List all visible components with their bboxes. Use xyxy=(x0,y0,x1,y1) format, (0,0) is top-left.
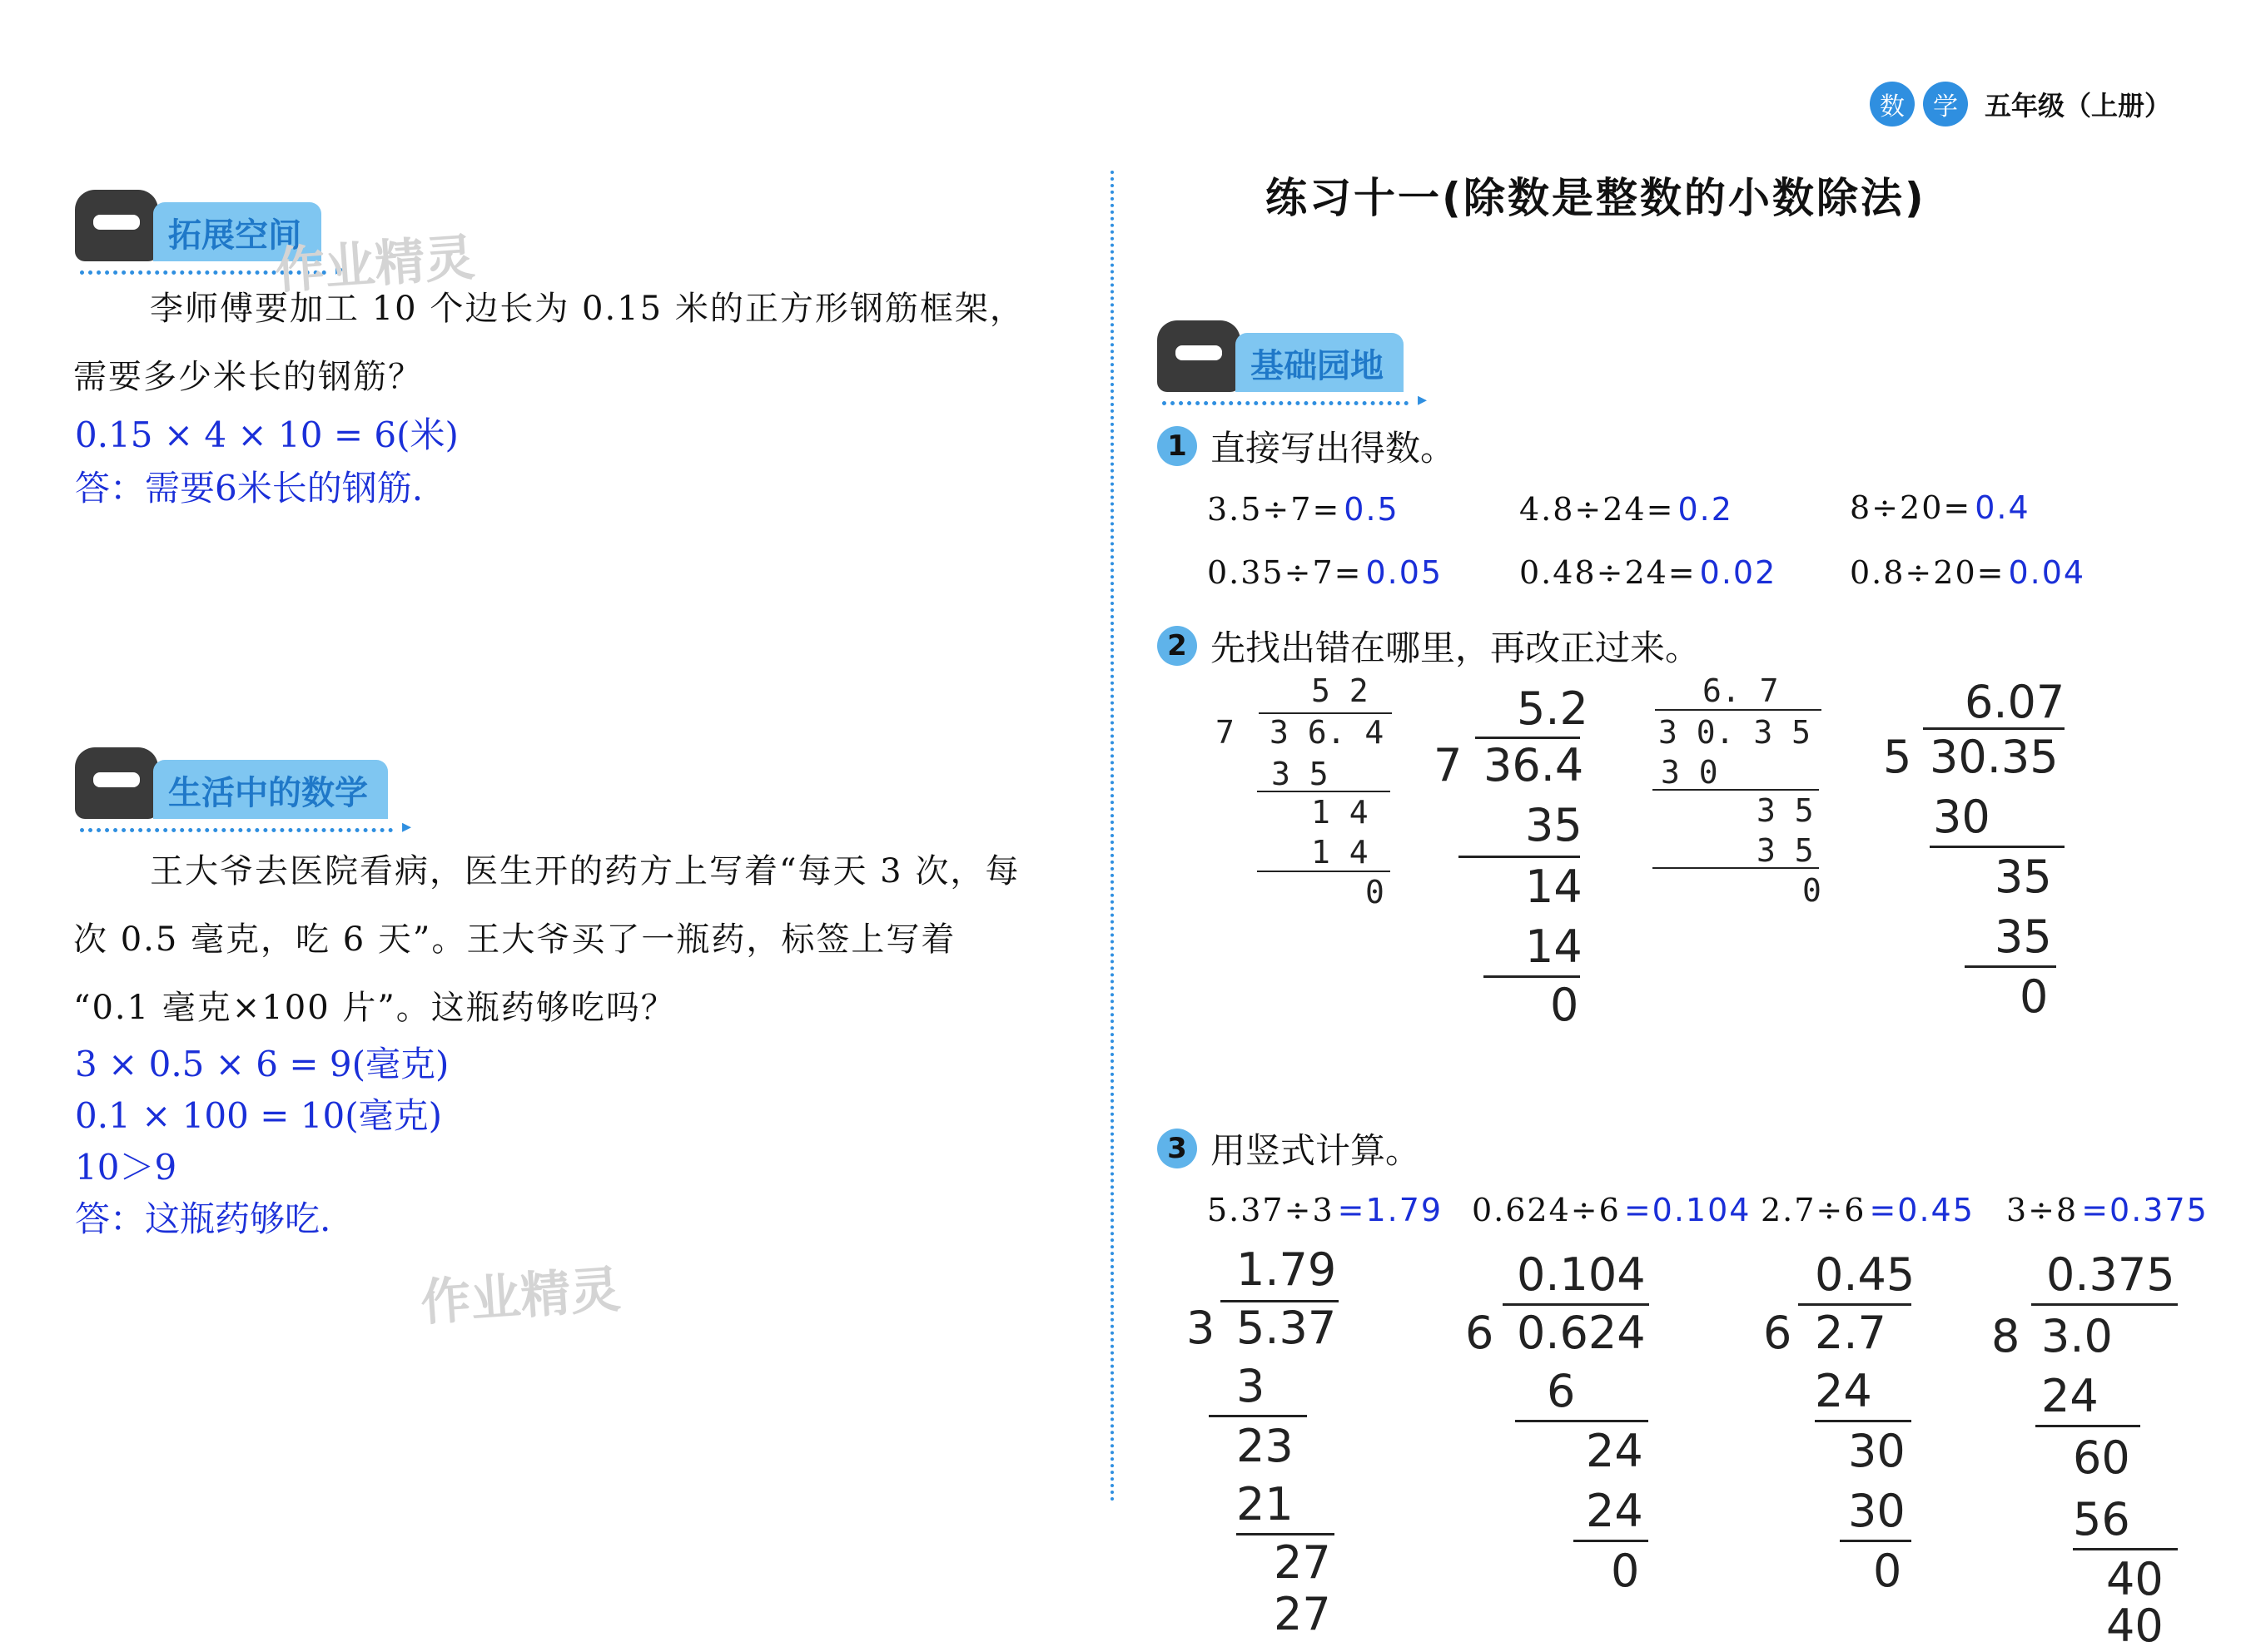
hw-step: 0 xyxy=(1873,1545,1902,1597)
step-line xyxy=(1965,965,2056,968)
equation-expr: 8÷20= xyxy=(1850,489,1972,526)
page-title: 练习十一(除数是整数的小数除法) xyxy=(1265,174,1926,222)
equation-expr: 3÷8 xyxy=(2006,1192,2079,1228)
section-head-basics xyxy=(1157,320,1404,392)
hw-step: 24 xyxy=(2041,1370,2099,1422)
problem-text-line: 次 0.5 毫克，吃 6 天”。王大爷买了一瓶药，标签上写着 xyxy=(73,920,957,959)
division-bar xyxy=(1923,727,2065,730)
hw-divisor: 5 xyxy=(1883,731,1912,783)
hw-divisor: 6 xyxy=(1465,1307,1494,1359)
hw-step: 21 xyxy=(1236,1478,1294,1530)
hw-quotient: 6.07 xyxy=(1965,676,2065,728)
hw-step: 0 xyxy=(1550,979,1579,1031)
hw-step: 24 xyxy=(1815,1365,1872,1417)
step-line xyxy=(1840,1540,1911,1542)
section-label-expand: 拓展空间 xyxy=(153,202,321,261)
equation xyxy=(1761,1192,1975,1228)
division-bar xyxy=(1798,1303,1911,1306)
equation-answer: 0.02 xyxy=(1699,554,1777,591)
hw-step: 40 xyxy=(2106,1600,2164,1652)
equation-answer: 0.2 xyxy=(1677,491,1733,528)
hw-dividend: 3.0 xyxy=(2041,1310,2113,1362)
hw-step: 35 xyxy=(1995,910,2052,963)
hw-step: 27 xyxy=(1274,1588,1331,1640)
hw-step: 14 xyxy=(1525,861,1583,913)
hw-quotient: 0.104 xyxy=(1517,1248,1646,1301)
step-line xyxy=(1652,867,1819,869)
step-line xyxy=(1236,1533,1334,1535)
hw-quotient: 0.375 xyxy=(2046,1248,2175,1301)
equation xyxy=(1207,1192,1443,1228)
hw-step: 35 xyxy=(1995,851,2052,903)
handwritten-answer: 答：需要6米长的钢筋. xyxy=(75,468,424,508)
dotted-arrow-icon xyxy=(80,828,393,832)
handwritten-answer: 3 × 0.5 × 6 = 9(毫克) xyxy=(75,1044,450,1084)
equation-expr: 0.624÷6 xyxy=(1472,1192,1621,1228)
printed-step: 3 0 xyxy=(1661,754,1718,791)
hw-quotient: 5.2 xyxy=(1517,682,1588,735)
equation-expr: 2.7÷6 xyxy=(1761,1192,1866,1228)
question-number: 3 xyxy=(1157,1129,1197,1168)
hw-step: 3 xyxy=(1236,1360,1265,1412)
hw-dividend: 0.624 xyxy=(1517,1307,1646,1359)
problem-text-line: “0.1 毫克×100 片”。这瓶药够吃吗？ xyxy=(73,989,676,1027)
division-bar xyxy=(1655,709,1821,711)
question-2 xyxy=(1157,621,1700,671)
equation-answer: =0.45 xyxy=(1869,1192,1975,1228)
section-head-life-math xyxy=(75,747,388,819)
equation-expr: 3.5÷7= xyxy=(1207,491,1341,528)
equation-answer: 0.4 xyxy=(1975,489,2030,526)
equation xyxy=(1519,554,1776,591)
subject-char-2: 学 xyxy=(1923,82,1968,127)
question-number: 2 xyxy=(1157,626,1197,666)
step-line xyxy=(1483,975,1580,978)
handwritten-answer: 答：这瓶药够吃. xyxy=(75,1198,331,1239)
hw-step: 0 xyxy=(1611,1545,1640,1597)
watermark: 作业精灵 xyxy=(419,1260,623,1333)
hw-step: 23 xyxy=(1236,1420,1294,1472)
subject-badge xyxy=(1870,82,2171,127)
equation-answer: 0.04 xyxy=(2008,554,2086,591)
equation-answer: =1.79 xyxy=(1337,1192,1443,1228)
hw-dividend: 30.35 xyxy=(1930,731,2059,783)
watermark: 作业精灵 xyxy=(273,228,477,301)
step-line xyxy=(2073,1548,2178,1550)
handwritten-answer: 0.1 × 100 = 10(毫克) xyxy=(75,1095,442,1136)
hw-step: 40 xyxy=(2106,1553,2164,1605)
equation xyxy=(1207,554,1443,591)
step-line xyxy=(1515,1420,1648,1422)
equation-expr: 0.48÷24= xyxy=(1519,554,1697,591)
hw-step: 60 xyxy=(2073,1431,2130,1484)
hw-step: 30 xyxy=(1933,791,1990,843)
question-prompt: 先找出错在哪里，再改正过来。 xyxy=(1210,628,1701,668)
step-line xyxy=(1458,856,1580,858)
printed-divisor: 7 xyxy=(1215,714,1235,751)
printed-step: 3 5 xyxy=(1757,792,1814,829)
hw-divisor: 7 xyxy=(1434,739,1463,791)
subject-char-1: 数 xyxy=(1870,82,1915,127)
cat-mascot-icon xyxy=(1157,320,1240,392)
step-line xyxy=(1815,1420,1911,1422)
hw-step: 24 xyxy=(1586,1425,1643,1477)
division-bar xyxy=(1259,712,1392,714)
equation-expr: 4.8÷24= xyxy=(1519,491,1675,528)
step-line xyxy=(2035,1425,2140,1427)
dotted-arrow-icon xyxy=(1162,401,1409,405)
printed-step: 1 4 xyxy=(1311,794,1369,831)
question-number: 1 xyxy=(1157,426,1197,466)
hw-quotient: 0.45 xyxy=(1815,1248,1916,1301)
hw-step: 0 xyxy=(2020,970,2049,1023)
equation xyxy=(1519,491,1733,528)
printed-step: 1 4 xyxy=(1311,834,1369,871)
hw-step: 35 xyxy=(1525,799,1583,851)
division-bar xyxy=(1503,1303,1649,1306)
pineapple-mascot-icon xyxy=(75,747,158,819)
printed-quotient: 6. 7 xyxy=(1702,672,1779,709)
hw-step: 56 xyxy=(2073,1493,2130,1545)
hw-dividend: 5.37 xyxy=(1236,1302,1337,1354)
grade-label: 五年级（上册） xyxy=(1984,90,2171,122)
printed-dividend: 3 6. 4 xyxy=(1270,714,1384,751)
step-line xyxy=(1930,846,2065,848)
printed-step: 3 5 xyxy=(1271,756,1329,792)
hw-dividend: 36.4 xyxy=(1483,739,1584,791)
equation-expr: 0.35÷7= xyxy=(1207,554,1363,591)
hw-step: 27 xyxy=(1274,1536,1331,1589)
hw-quotient: 1.79 xyxy=(1236,1243,1337,1296)
hw-step: 14 xyxy=(1525,920,1583,973)
problem-text-line: 王大爷去医院看病，医生开的药方上写着“每天 3 次，每 xyxy=(150,852,1021,890)
printed-dividend: 3 0. 3 5 xyxy=(1658,714,1811,751)
hw-step: 30 xyxy=(1848,1485,1906,1537)
equation-answer: =0.375 xyxy=(2081,1192,2209,1228)
hw-step: 24 xyxy=(1586,1485,1643,1537)
printed-step: 0 xyxy=(1802,872,1821,909)
equation xyxy=(1207,491,1399,528)
equation-expr: 0.8÷20= xyxy=(1850,554,2005,591)
question-3 xyxy=(1157,1124,1420,1173)
question-1 xyxy=(1157,421,1455,471)
equation xyxy=(1850,554,2085,591)
column-divider xyxy=(1111,171,1114,1502)
step-line xyxy=(1209,1415,1307,1417)
hw-step: 30 xyxy=(1848,1425,1906,1477)
problem-text-line: 需要多少米长的钢筋？ xyxy=(73,358,423,396)
hw-dividend: 2.7 xyxy=(1815,1307,1886,1359)
section-label-life-math: 生活中的数学 xyxy=(153,760,388,819)
question-prompt: 用竖式计算。 xyxy=(1210,1130,1421,1171)
hw-divisor: 8 xyxy=(1991,1310,2020,1362)
zebra-mascot-icon xyxy=(75,190,158,261)
handwritten-answer: 0.15 × 4 × 10 = 6(米) xyxy=(75,414,459,455)
section-label-basics: 基础园地 xyxy=(1235,333,1404,392)
hw-divisor: 6 xyxy=(1763,1307,1792,1359)
problem-text-line: 李师傅要加工 10 个边长为 0.15 米的正方形钢筋框架， xyxy=(150,290,1025,328)
handwritten-answer: 10＞9 xyxy=(75,1147,177,1188)
step-line xyxy=(1573,1540,1648,1542)
hw-step: 6 xyxy=(1547,1365,1576,1417)
equation xyxy=(1472,1192,1751,1228)
printed-step: 3 5 xyxy=(1757,832,1814,869)
equation xyxy=(2006,1192,2209,1228)
equation-answer: 0.5 xyxy=(1344,491,1399,528)
equation-expr: 5.37÷3 xyxy=(1207,1192,1334,1228)
hw-divisor: 3 xyxy=(1186,1302,1215,1354)
division-bar xyxy=(2031,1303,2178,1306)
question-prompt: 直接写出得数。 xyxy=(1210,428,1456,469)
printed-step: 0 xyxy=(1365,874,1384,910)
equation-answer: 0.05 xyxy=(1365,554,1443,591)
equation xyxy=(1850,489,2030,526)
printed-quotient: 5 2 xyxy=(1311,672,1369,709)
equation-answer: =0.104 xyxy=(1623,1192,1752,1228)
